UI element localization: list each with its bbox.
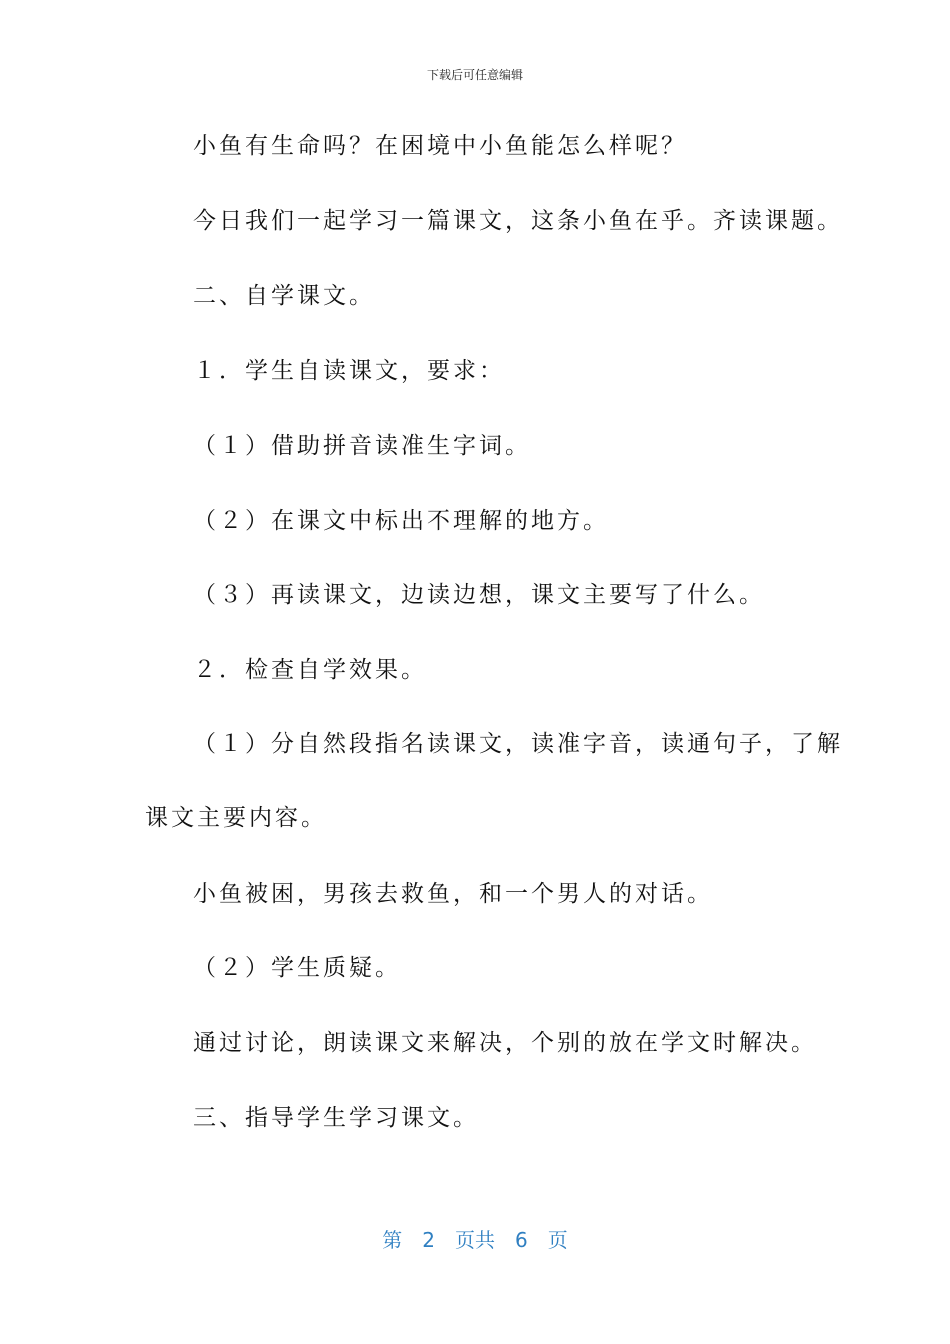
page-label-mid: 页共 <box>455 1228 495 1252</box>
page-current: 2 <box>422 1228 435 1252</box>
page-label-post: 页 <box>547 1228 568 1252</box>
section-heading: 二、自学课文。 <box>193 283 375 309</box>
paragraph-line: 小鱼有生命吗？在困境中小鱼能怎么样呢？ <box>193 133 687 159</box>
page-total: 6 <box>515 1228 528 1252</box>
section-heading: 三、指导学生学习课文。 <box>193 1105 479 1131</box>
paragraph-line: 课文主要内容。 <box>145 805 327 831</box>
paragraph-line: 通过讨论，朗读课文来解决，个别的放在学文时解决。 <box>193 1030 817 1056</box>
page-footer <box>0 1224 950 1253</box>
paragraph-line: 小鱼被困，男孩去救鱼，和一个男人的对话。 <box>193 881 713 907</box>
paragraph-line: （３）再读课文，边读边想，课文主要写了什么。 <box>193 582 765 608</box>
page-header: 下载后可任意编辑 <box>426 68 523 82</box>
paragraph-line: ２．检查自学效果。 <box>193 657 427 683</box>
paragraph-line: （１）借助拼音读准生字词。 <box>193 433 531 459</box>
page-label-pre: 第 <box>382 1228 403 1252</box>
paragraph-line: （２）在课文中标出不理解的地方。 <box>193 508 609 534</box>
paragraph-line: （１）分自然段指名读课文，读准字音，读通句子，了解 <box>193 731 843 757</box>
paragraph-line: （２）学生质疑。 <box>193 955 401 981</box>
paragraph-line: １．学生自读课文，要求： <box>193 358 505 384</box>
paragraph-line: 今日我们一起学习一篇课文，这条小鱼在乎。齐读课题。 <box>193 208 843 234</box>
